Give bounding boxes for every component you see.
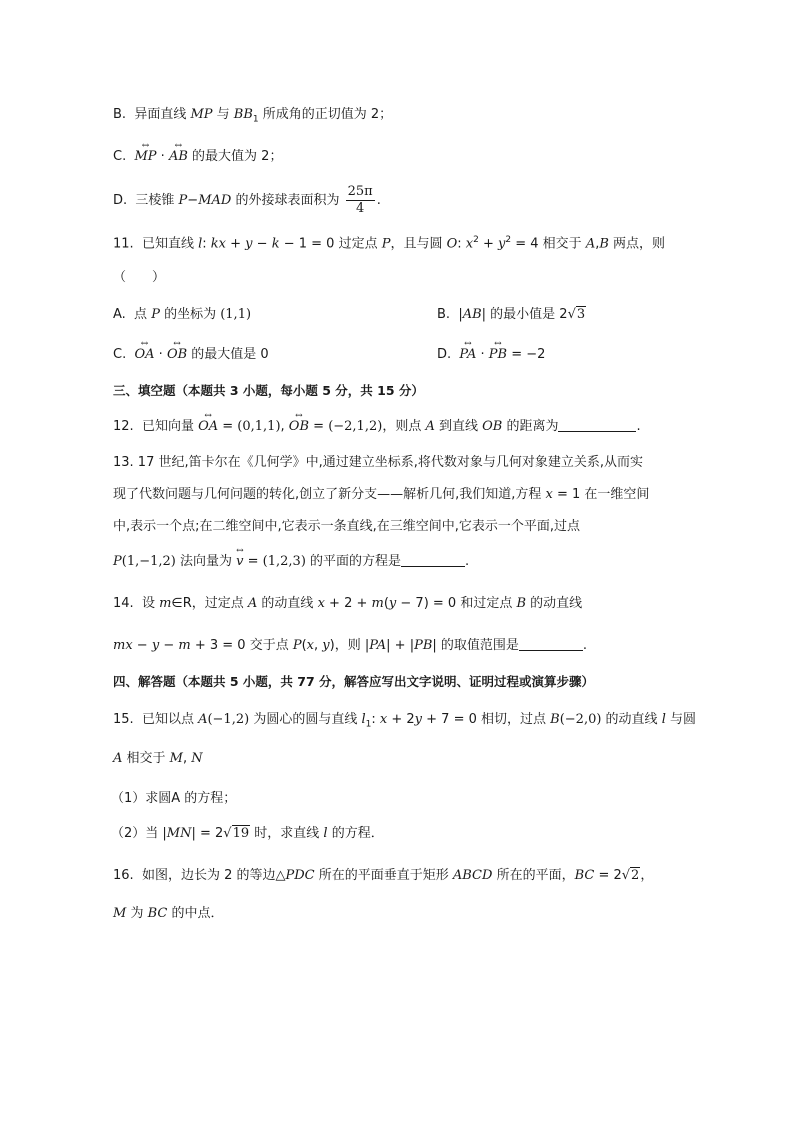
q13-line-4: P(1,−1,2) 法向量为 ↔ v = (1,2,3) 的平面的方程是 . [113, 552, 469, 572]
q11-option-b: B. |AB| 的最小值是 2√3 [437, 307, 586, 322]
q15-part-2: （2）当 |MN| = 2√19 时，求直线 l 的方程． [111, 826, 384, 841]
q11-option-c: C. ↔ OA · ↔ OB 的最大值是 0 [113, 345, 269, 365]
answer-blank[interactable] [401, 552, 465, 567]
q11-option-d: D. ↔ PA · ↔ PB = −2 [437, 345, 545, 365]
q14-line-2: mx − y − m + 3 = 0 交于点 P(x, y)，则 |PA| + |PB| 的取值范围是 . [113, 638, 588, 653]
q15-part-1: （1）求圆A 的方程； [111, 791, 237, 806]
q12-text: 12. 已知向量 ↔ OA = (0,1,1), ↔ OB = (−2,1,2)，则点 A 到直线 OB 的距离为 . [113, 417, 641, 437]
q16-line-1: 16. 如图，边长为 2 的等边△PDC 所在的平面垂直于矩形 ABCD 所在的平面，BC = 2√2， [113, 868, 654, 883]
q10-option-d: D. 三棱锥 P−MAD 的外接球表面积为 $\frac{25\pi}{4}$ . [113, 184, 381, 216]
fraction: $\frac{25\pi}{4}$ [347, 184, 373, 216]
q10-option-b: B. 异面直线 MP 与 $BB_1$ 所成角的正切值为 2； [113, 107, 393, 125]
section-4-title: 四、解答题（本题共 5 小题，共 77 分，解答应写出文字说明、证明过程或演算步骤） [113, 674, 595, 689]
q11-stem: 11. 已知直线 l: kx + y − k − 1 = 0 过定点 P，且与圆 O: $x^2 + y^2 = 4$ 相交于 A,B 两点，则 [113, 235, 666, 252]
q13-line-2: 现了代数问题与几何问题的转化,创立了新分支——解析几何,我们知道,方程 x = 1 在一维空间 [113, 487, 650, 502]
q16-line-2: M 为 BC 的中点． [113, 906, 224, 921]
answer-blank[interactable] [558, 417, 636, 432]
q15-line-1: 15. 已知以点 A(−1,2) 为圆心的圆与直线 $l_1$: x + 2y + 7 = 0 相切，过点 B(−2,0) 的动直线 l 与圆 [113, 712, 696, 730]
q13-line-1: 13. 17 世纪,笛卡尔在《几何学》中,通过建立坐标系,将代数对象与几何对象建立关系,从而实 [113, 455, 644, 470]
q13-line-3: 中,表示一个点;在二维空间中,它表示一条直线,在三维空间中,它表示一个平面,过点 [113, 519, 581, 534]
q11-option-a: A. 点 P 的坐标为 (1,1) [113, 307, 252, 322]
q14-line-1: 14. 设 m∈R，过定点 A 的动直线 x + 2 + m(y − 7) = 0 和过定点 B 的动直线 [113, 596, 583, 611]
q15-line-2: A 相交于 M, N [113, 751, 203, 766]
answer-blank[interactable] [519, 636, 583, 651]
q10-option-c: C. ↔ MP · ↔ AB 的最大值为 2； [113, 147, 282, 167]
section-3-title: 三、填空题（本题共 3 小题，每小题 5 分，共 15 分） [113, 383, 424, 398]
q11-answer-paren: （ ） [113, 270, 166, 285]
